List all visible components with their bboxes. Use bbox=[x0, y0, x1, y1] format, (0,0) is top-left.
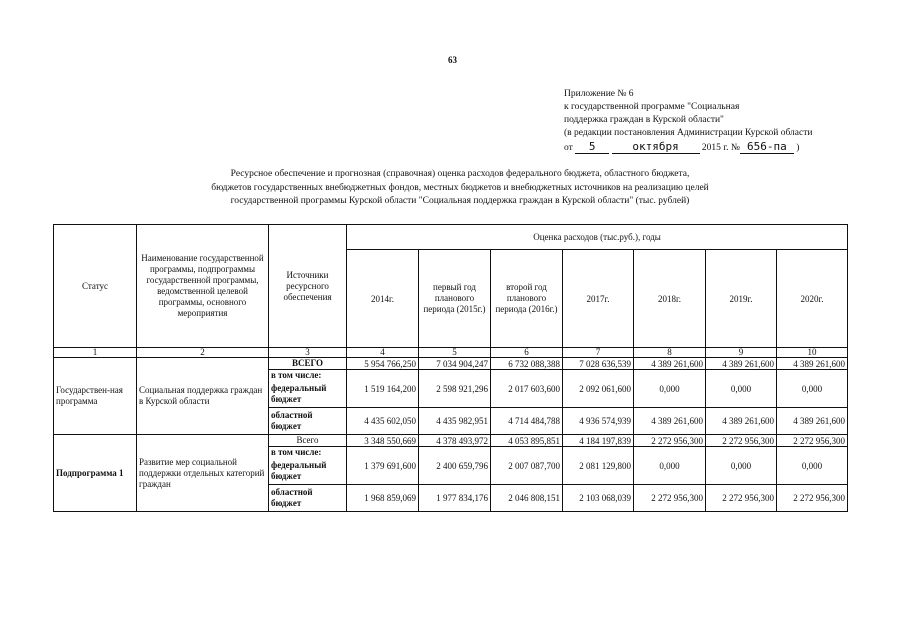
col-number: 10 bbox=[777, 348, 848, 358]
col-number: 2 bbox=[137, 348, 269, 358]
value-cell: 7 034 904,247 bbox=[419, 358, 491, 370]
value-cell: 2 272 956,300 bbox=[777, 485, 848, 512]
value-cell: 2 007 087,700 bbox=[491, 447, 563, 485]
appendix-header bbox=[564, 88, 884, 155]
value-cell: 3 348 550,669 bbox=[347, 435, 419, 447]
date-day: 5 bbox=[575, 140, 609, 154]
appendix-line-1: Приложение № 6 bbox=[564, 89, 634, 99]
value-cell: 1 977 834,176 bbox=[419, 485, 491, 512]
value-cell: 0,000 bbox=[706, 447, 777, 485]
table-row bbox=[54, 435, 848, 447]
header-year-2019: 2019г. bbox=[706, 250, 777, 348]
value-cell: 7 028 636,539 bbox=[563, 358, 634, 370]
decree-number: 656-па bbox=[740, 140, 794, 154]
source-cell: областной бюджет bbox=[269, 485, 347, 512]
value-cell: 0,000 bbox=[634, 370, 706, 408]
value-cell: 0,000 bbox=[777, 447, 848, 485]
header-sources: Источники ресурсного обеспечения bbox=[269, 225, 347, 348]
value-cell: 4 184 197,839 bbox=[563, 435, 634, 447]
status-cell: Подпрограмма 1 bbox=[54, 435, 137, 512]
value-cell: 2 081 129,800 bbox=[563, 447, 634, 485]
col-number: 6 bbox=[491, 348, 563, 358]
date-month: октября bbox=[612, 140, 700, 154]
title-line-2: бюджетов государственных внебюджетных фондов, местных бюджетов и внебюджетных источников на реализацию целей bbox=[211, 182, 709, 193]
value-cell: 5 954 766,250 bbox=[347, 358, 419, 370]
source-cell: федеральный бюджет bbox=[269, 458, 347, 485]
value-cell: 2 272 956,300 bbox=[777, 435, 848, 447]
value-cell: 6 732 088,388 bbox=[491, 358, 563, 370]
header-name: Наименование государственной программы, подпрограммы государственной программы, ведомственной целевой программы, основного мероприятия bbox=[137, 225, 269, 348]
title-line-3: государственной программы Курской области "Социальная поддержка граждан в Курской области" (тыс. рублей) bbox=[230, 196, 690, 206]
value-cell: 0,000 bbox=[777, 370, 848, 408]
value-cell: 4 389 261,600 bbox=[634, 358, 706, 370]
col-number: 9 bbox=[706, 348, 777, 358]
value-cell: 4 714 484,788 bbox=[491, 408, 563, 435]
col-number: 7 bbox=[563, 348, 634, 358]
value-cell: 1 379 691,600 bbox=[347, 447, 419, 485]
col-number: 3 bbox=[269, 348, 347, 358]
header-year-2016: второй год планового периода (2016г.) bbox=[491, 250, 563, 348]
value-cell: 2 400 659,796 bbox=[419, 447, 491, 485]
value-cell: 4 389 261,600 bbox=[777, 408, 848, 435]
source-cell: в том числе: bbox=[269, 370, 347, 382]
col-number: 8 bbox=[634, 348, 706, 358]
status-cell: Государствен-ная программа bbox=[54, 358, 137, 435]
appendix-date-line bbox=[564, 140, 884, 155]
value-cell: 0,000 bbox=[706, 370, 777, 408]
header-status: Статус bbox=[54, 225, 137, 348]
value-cell: 2 598 921,296 bbox=[419, 370, 491, 408]
source-cell: ВСЕГО bbox=[269, 358, 347, 370]
appendix-line-2: к государственной программе "Социальная bbox=[564, 102, 740, 112]
value-cell: 2 272 956,300 bbox=[706, 485, 777, 512]
header-year-2020: 2020г. bbox=[777, 250, 848, 348]
source-cell: федеральный бюджет bbox=[269, 381, 347, 408]
header-year-2015: первый год планового периода (2015г.) bbox=[419, 250, 491, 348]
appendix-line-3: поддержка граждан в Курской области" bbox=[564, 115, 724, 125]
value-cell: 1 519 164,200 bbox=[347, 370, 419, 408]
value-cell: 2 103 068,039 bbox=[563, 485, 634, 512]
value-cell: 4 389 261,600 bbox=[706, 408, 777, 435]
value-cell: 2 272 956,300 bbox=[634, 435, 706, 447]
value-cell: 1 968 859,069 bbox=[347, 485, 419, 512]
value-cell: 4 435 982,951 bbox=[419, 408, 491, 435]
resource-table bbox=[53, 224, 848, 512]
header-estimate: Оценка расходов (тыс.руб.), годы bbox=[347, 225, 848, 250]
title-line-1: Ресурсное обеспечение и прогнозная (справочная) оценка расходов федерального бюджета, областного бюджета, bbox=[230, 169, 690, 179]
header-year-2017: 2017г. bbox=[563, 250, 634, 348]
appendix-line-4: (в редакции постановления Администрации Курской области bbox=[564, 128, 813, 138]
value-cell: 2 272 956,300 bbox=[634, 485, 706, 512]
value-cell: 4 389 261,600 bbox=[706, 358, 777, 370]
col-number: 5 bbox=[419, 348, 491, 358]
col-number: 1 bbox=[54, 348, 137, 358]
value-cell: 4 936 574,939 bbox=[563, 408, 634, 435]
header-year-2018: 2018г. bbox=[634, 250, 706, 348]
value-cell: 2 017 603,600 bbox=[491, 370, 563, 408]
value-cell: 4 435 602,050 bbox=[347, 408, 419, 435]
value-cell: 4 378 493,972 bbox=[419, 435, 491, 447]
source-cell: Всего bbox=[269, 435, 347, 447]
value-cell: 4 053 895,851 bbox=[491, 435, 563, 447]
source-cell: в том числе: bbox=[269, 447, 347, 459]
value-cell: 2 046 808,151 bbox=[491, 485, 563, 512]
value-cell: 2 272 956,300 bbox=[706, 435, 777, 447]
date-year: 2015 г. № bbox=[701, 143, 740, 153]
page-number: 63 bbox=[448, 55, 457, 65]
value-cell: 4 389 261,600 bbox=[634, 408, 706, 435]
col-number: 4 bbox=[347, 348, 419, 358]
value-cell: 0,000 bbox=[634, 447, 706, 485]
value-cell: 2 092 061,600 bbox=[563, 370, 634, 408]
program-name-cell: Развитие мер социальной поддержки отдельных категорий граждан bbox=[137, 435, 269, 512]
program-name-cell: Социальная поддержка граждан в Курской области bbox=[137, 358, 269, 435]
column-number-row bbox=[54, 348, 848, 358]
date-prefix: от bbox=[564, 143, 573, 153]
header-year-2014: 2014г. bbox=[347, 250, 419, 348]
date-close: ) bbox=[796, 143, 800, 153]
document-title bbox=[140, 168, 780, 209]
value-cell: 4 389 261,600 bbox=[777, 358, 848, 370]
table-row bbox=[54, 358, 848, 370]
source-cell: областной бюджет bbox=[269, 408, 347, 435]
